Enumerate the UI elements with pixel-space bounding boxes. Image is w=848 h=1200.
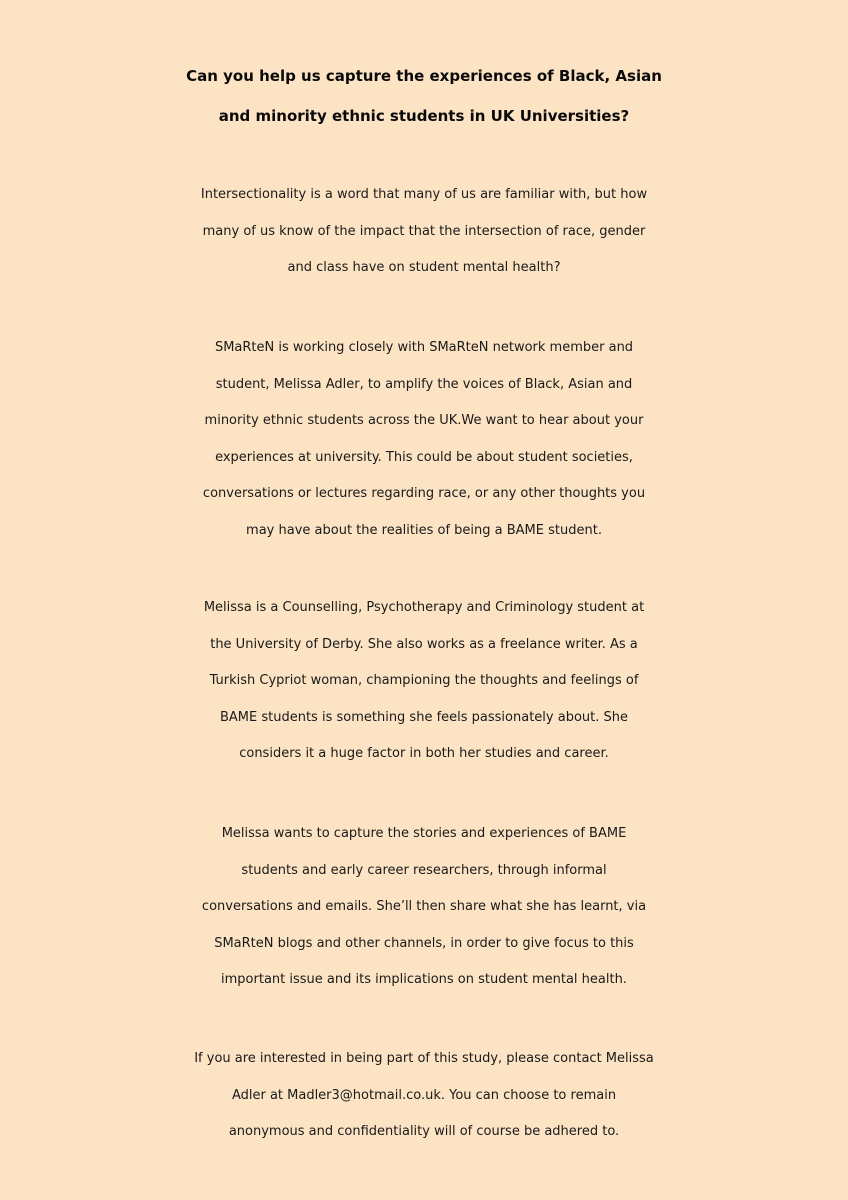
text-line: Melissa wants to capture the stories and experiences of BAME <box>221 826 627 841</box>
paragraph-contact <box>0 1041 848 1151</box>
text-line: Melissa is a Counselling, Psychotherapy and Criminology student at <box>203 600 645 615</box>
text-line: conversations and emails. She’ll then share what she has learnt, via <box>201 899 647 914</box>
paragraph-intersectionality <box>0 177 848 287</box>
paragraph-capture-stories <box>0 816 848 999</box>
text-line: anonymous and confidentiality will of course be adhered to. <box>228 1124 620 1139</box>
paragraph-melissa-bio <box>0 590 848 773</box>
text-line: conversations or lectures regarding race, or any other thoughts you <box>202 486 646 501</box>
text-line: experiences at university. This could be about student societies, <box>215 449 633 465</box>
text-line: may have about the realities of being a BAME student. <box>246 522 602 538</box>
text-line: If you are interested in being part of this study, please contact Melissa <box>194 1051 654 1066</box>
text-line: Turkish Cypriot woman, championing the thoughts and feelings of <box>209 673 639 688</box>
flyer-title <box>0 56 848 136</box>
text-line: students and early career researchers, through informal <box>241 862 607 878</box>
title-line: Can you help us capture the experiences of Black, Asian <box>186 67 662 85</box>
text-line: SMaRteN is working closely with SMaRteN network member and <box>214 340 634 355</box>
text-line: student, Melissa Adler, to amplify the voices of Black, Asian and <box>215 376 633 392</box>
text-line: many of us know of the impact that the intersection of race, gender <box>202 223 646 239</box>
text-line: minority ethnic students across the UK.We want to hear about your <box>204 413 644 428</box>
text-line: considers it a huge factor in both her studies and career. <box>239 746 609 761</box>
text-line: SMaRteN blogs and other channels, in order to give focus to this <box>214 935 634 951</box>
text-line: Intersectionality is a word that many of us are familiar with, but how <box>200 187 648 202</box>
text-line: BAME students is something she feels passionately about. She <box>219 709 628 725</box>
text-line: Adler at Madler3@hotmail.co.uk. You can choose to remain <box>231 1087 617 1103</box>
text-line: important issue and its implications on student mental health. <box>221 972 627 987</box>
text-line: and class have on student mental health? <box>287 260 561 275</box>
title-line: and minority ethnic students in UK Universities? <box>218 107 630 125</box>
paragraph-smarten <box>0 330 848 549</box>
text-line: the University of Derby. She also works as a freelance writer. As a <box>210 636 638 652</box>
